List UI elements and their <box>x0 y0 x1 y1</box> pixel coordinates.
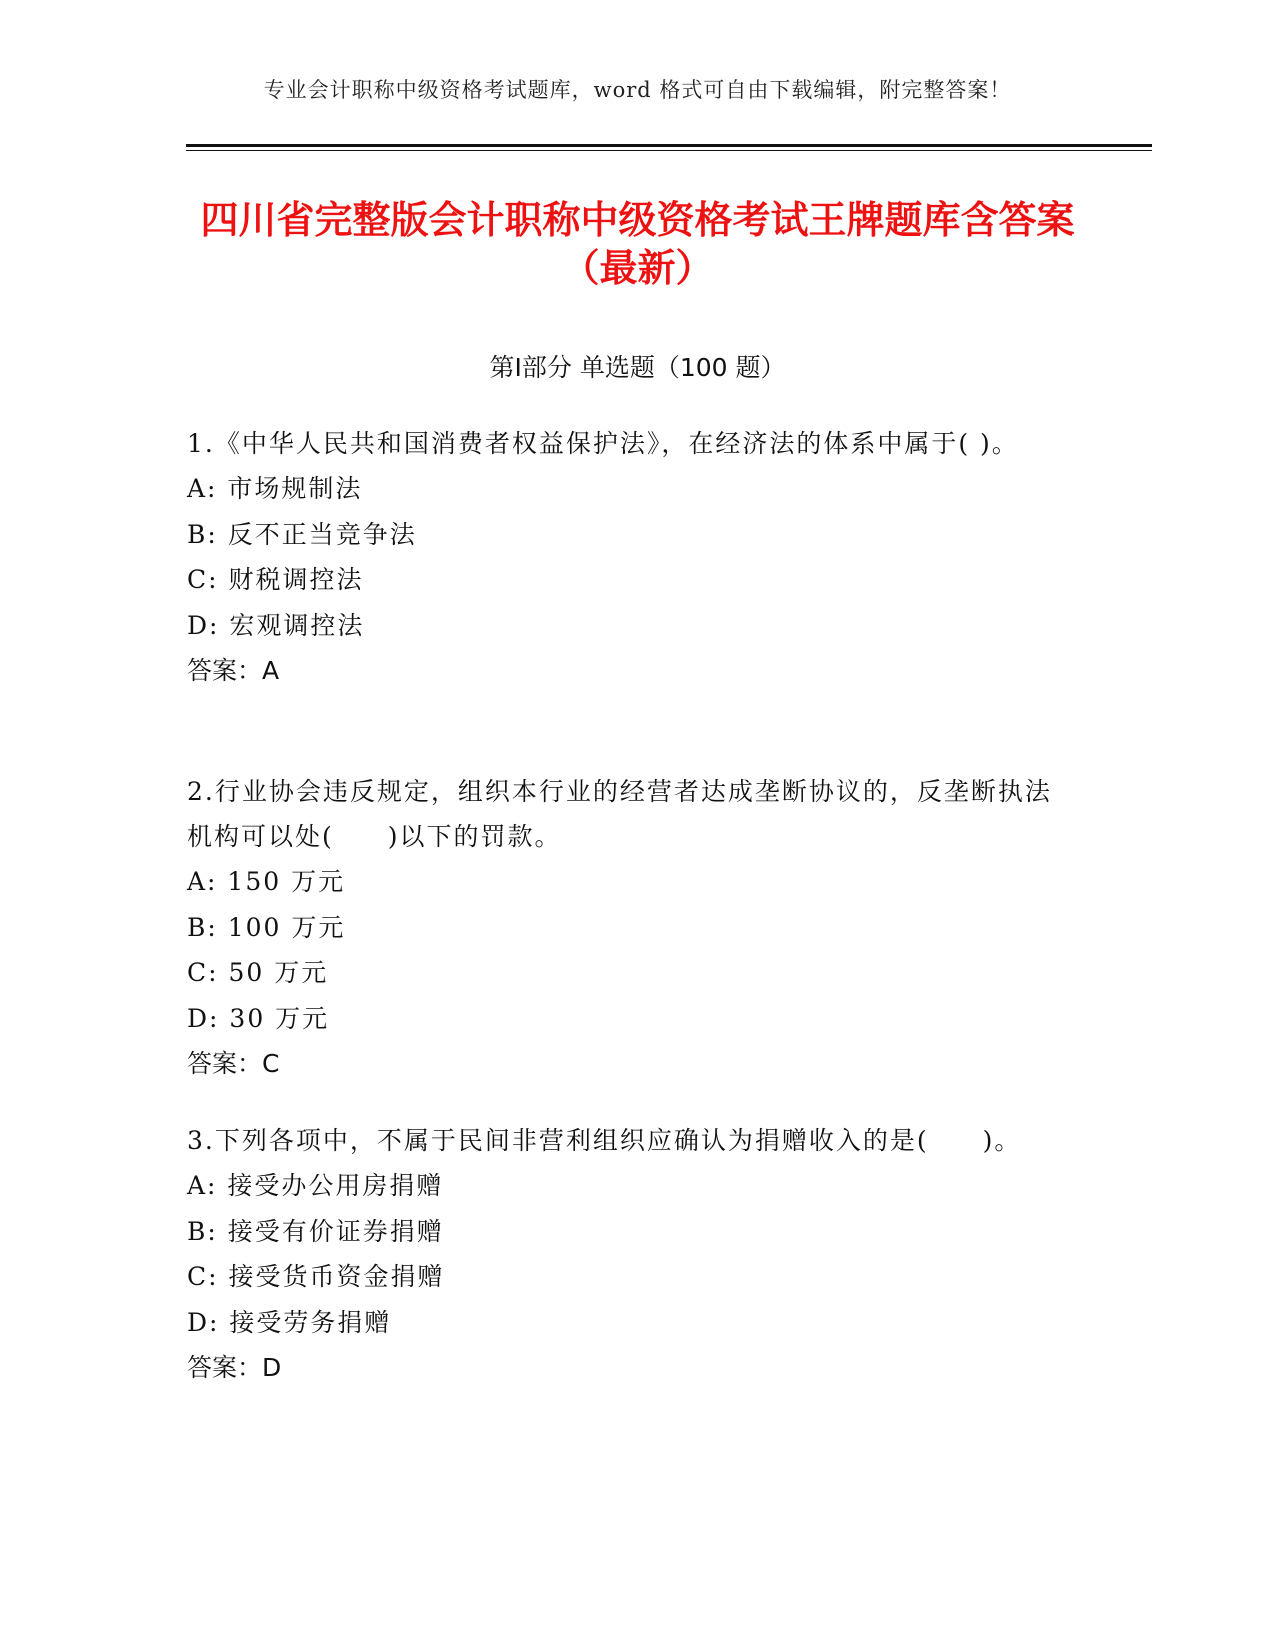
question-stem: 1.《中华人民共和国消费者权益保护法》，在经济法的体系中属于( )。 <box>187 429 1019 458</box>
option-d: D: 接受劳务捐赠 <box>187 1307 392 1337</box>
answer-line: 答案：D <box>187 1353 282 1382</box>
option-a: A: 市场规制法 <box>187 474 363 503</box>
option-b: B: 接受有价证券捐赠 <box>187 1216 444 1246</box>
option-c: C: 接受货币资金捐赠 <box>187 1262 445 1291</box>
option-c: C: 财税调控法 <box>187 565 364 594</box>
answer-line: 答案：A <box>187 656 280 685</box>
question-stem: 2.行业协会违反规定，组织本行业的经营者达成垄断协议的，反垄断执法机构可以处( )以下的罚款。 <box>187 777 1052 851</box>
question-stem: 3.下列各项中，不属于民间非营利组织应确认为捐赠收入的是( )。 <box>187 1126 1022 1155</box>
question-block <box>187 1118 1067 1390</box>
option-a: A: 接受办公用房捐赠 <box>187 1171 444 1200</box>
option-b: B: 100 万元 <box>187 912 346 942</box>
header-note: 专业会计职称中级资格考试题库，word 格式可自由下载编辑，附完整答案！ <box>263 78 1012 102</box>
question-block <box>187 769 1067 1086</box>
option-d: D: 30 万元 <box>187 1003 330 1033</box>
option-c: C: 50 万元 <box>187 958 329 987</box>
question-block <box>187 421 1067 693</box>
option-a: A: 150 万元 <box>187 867 346 896</box>
answer-line: 答案：C <box>187 1049 280 1078</box>
header-rule-thin <box>186 150 1152 151</box>
document-title: 四川省完整版会计职称中级资格考试王牌题库含答案（最新） <box>200 198 1075 290</box>
option-d: D: 宏观调控法 <box>187 610 365 640</box>
header-rule-thick <box>186 144 1152 147</box>
part-heading: 第Ⅰ部分 单选题（100 题） <box>489 353 786 382</box>
option-b: B: 反不正当竞争法 <box>187 519 417 549</box>
